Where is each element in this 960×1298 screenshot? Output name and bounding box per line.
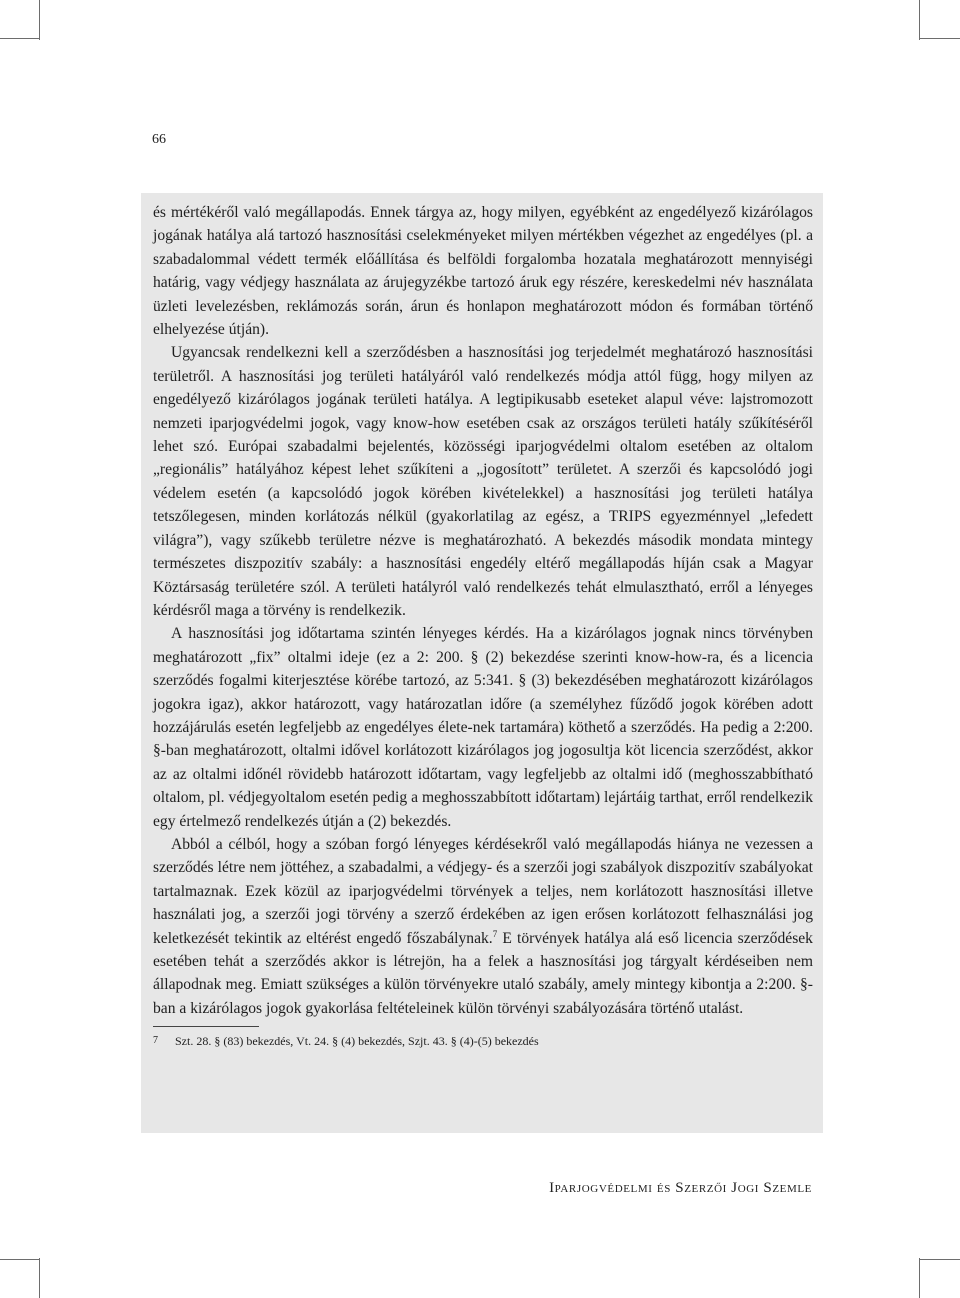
footnote-separator bbox=[153, 1026, 259, 1027]
paragraph-4-text-before: Abból a célból, hogy a szóban forgó lényeges kérdésekről való megállapodás hiánya ne vezessen a szerződés létre nem jöttéhez, a szabadalmi, a védjegy- és a szerzői jogi szabályok diszpozitív szabályokat tartalmaznak. Ezek közül az iparjogvédelmi törvények a teljes, nem korlátozott hasznosítási illetve használati jog, a szerzői jogi törvény a szerző érdekében az igen erősen korlátozott felhasználási jog keletkezését tekintik az eltérést engedő főszabálynak. bbox=[153, 835, 813, 947]
footnote bbox=[153, 1033, 813, 1049]
crop-mark bbox=[39, 1258, 40, 1298]
crop-mark bbox=[0, 1259, 40, 1260]
footnote-reference[interactable]: 7 bbox=[492, 928, 498, 939]
crop-mark bbox=[919, 1258, 920, 1298]
crop-mark bbox=[920, 38, 960, 39]
paragraph-1: és mértékéről való megállapodás. Ennek tárgya az, hogy milyen, egyébként az engedélyező kizárólagos jogának hatálya alá tartozó hasznosítási cselekményeket milyen mértékben végezhet az engedélyes (pl. a szabadalommal védett termék előállítása és belföldi forgalomba hozatala meghatározott mennyiségi határig, vagy védjegy használata az árujegyzékbe tartozó áruk egy részére, kereskedelmi név használata üzleti levelezésben, reklámozás során, árun és honlapon meghatározott módon és formában történő elhelyezése útján). bbox=[153, 204, 813, 339]
crop-mark bbox=[0, 38, 40, 39]
crop-mark bbox=[919, 0, 920, 40]
crop-mark bbox=[920, 1259, 960, 1260]
footnote-number: 7 bbox=[153, 1035, 158, 1047]
page-number: 66 bbox=[152, 132, 166, 147]
crop-mark bbox=[39, 0, 40, 40]
paragraph-2: Ugyancsak rendelkezni kell a szerződésben a hasznosítási jog terjedelmét meghatározó hasznosítási területről. A hasznosítási jog területi hatályáról való rendelkezés módja attól függ, hogy milyen az engedélyező kizárólagos jogának területi hatálya. A legtipikusabb eseteket alapul véve: lajstromozott nemzeti iparjogvédelmi jogok, vagy know-how esetében csak az országos területi hatály szűkítéséről lehet szó. Európai szabadalmi bejelentés, közösségi iparjogvédelmi oltalom esetében az oltalom „regionális” hatályához képest lehet szűkíteni a „jogosított” területet. A szerzői és kapcsolódó jogi védelem esetén (a kapcsolódó jogok körében kivételekkel) a hasznosítási jog területi hatálya tetszőlegesen, minden korlátozás nélkül (gyakorlatilag az egész, a TRIPS egyezménnyel „lefedett világra”), vagy szűkebb területre nézve is meghatározható. A bekezdés második mondata mintegy természetes diszpozitív szabály: a hasznosítási engedély eltérő megállapodás híján csak a Magyar Köztársaság területére szól. A területi hatályról való rendelkezés tehát elmulasztható, erről a lényeges kérdésről maga a törvény is rendelkezik. bbox=[153, 344, 813, 619]
paragraph-3: A hasznosítási jog időtartama szintén lényeges kérdés. Ha a kizárólagos jognak nincs törvényben meghatározott „fix” oltalmi ideje (ez a 2: 200. § (2) bekezdése szerinti know-how-ra, és a licencia szerződés fogalmi kiterjesztése körébe tartozó, az 5:341. § (3) bekezdésében meghatározott kizárólagos jogokra igaz), akkor határozott, vagy határozatlan időre (a személyhez fűződő jogok körében adott hozzájárulás esetén legfeljebb az engedélyes élete-nek tartamára) köthető a szerződés. Ha pedig a 2:200. §-ban meghatározott, oltalmi idővel korlátozott kizárólagos jog jogosultja köt licencia szerződést, akkor az az oltalmi időnél rövidebb határozott időtartam, vagy legfeljebb az oltalmi idő (meghosszabbítható oltalom, pl. védjegyoltalom esetén pedig a meghosszabbított időtartam) lejártáig tarthat, erről rendelkezik egy értelmező rendelkezés útján a (2) bekezdés. bbox=[153, 625, 813, 830]
journal-title: Iparjogvédelmi és Szerzői Jogi Szemle bbox=[549, 1180, 812, 1196]
body-text-block bbox=[141, 193, 823, 1133]
paragraph-4-text-after: E törvények hatálya alá eső licencia szerződések esetében tehát a szerződés akkor is létrejön, ha a felek a hasznosítási jog tárgyalt kérdéseiben nem állapodnak meg. Emiatt szükséges a külön törvényekre utaló szabály, amely mintegy kibontja a 2:200. §-ban a kizárólagos jogok gyakorlása feltételeinek külön törvényi szabályozására történő utalást. bbox=[153, 929, 813, 1017]
paragraph-4 bbox=[153, 833, 813, 1020]
footnote-text: Szt. 28. § (83) bekezdés, Vt. 24. § (4) bekezdés, Szjt. 43. § (4)-(5) bekezdés bbox=[175, 1034, 539, 1049]
